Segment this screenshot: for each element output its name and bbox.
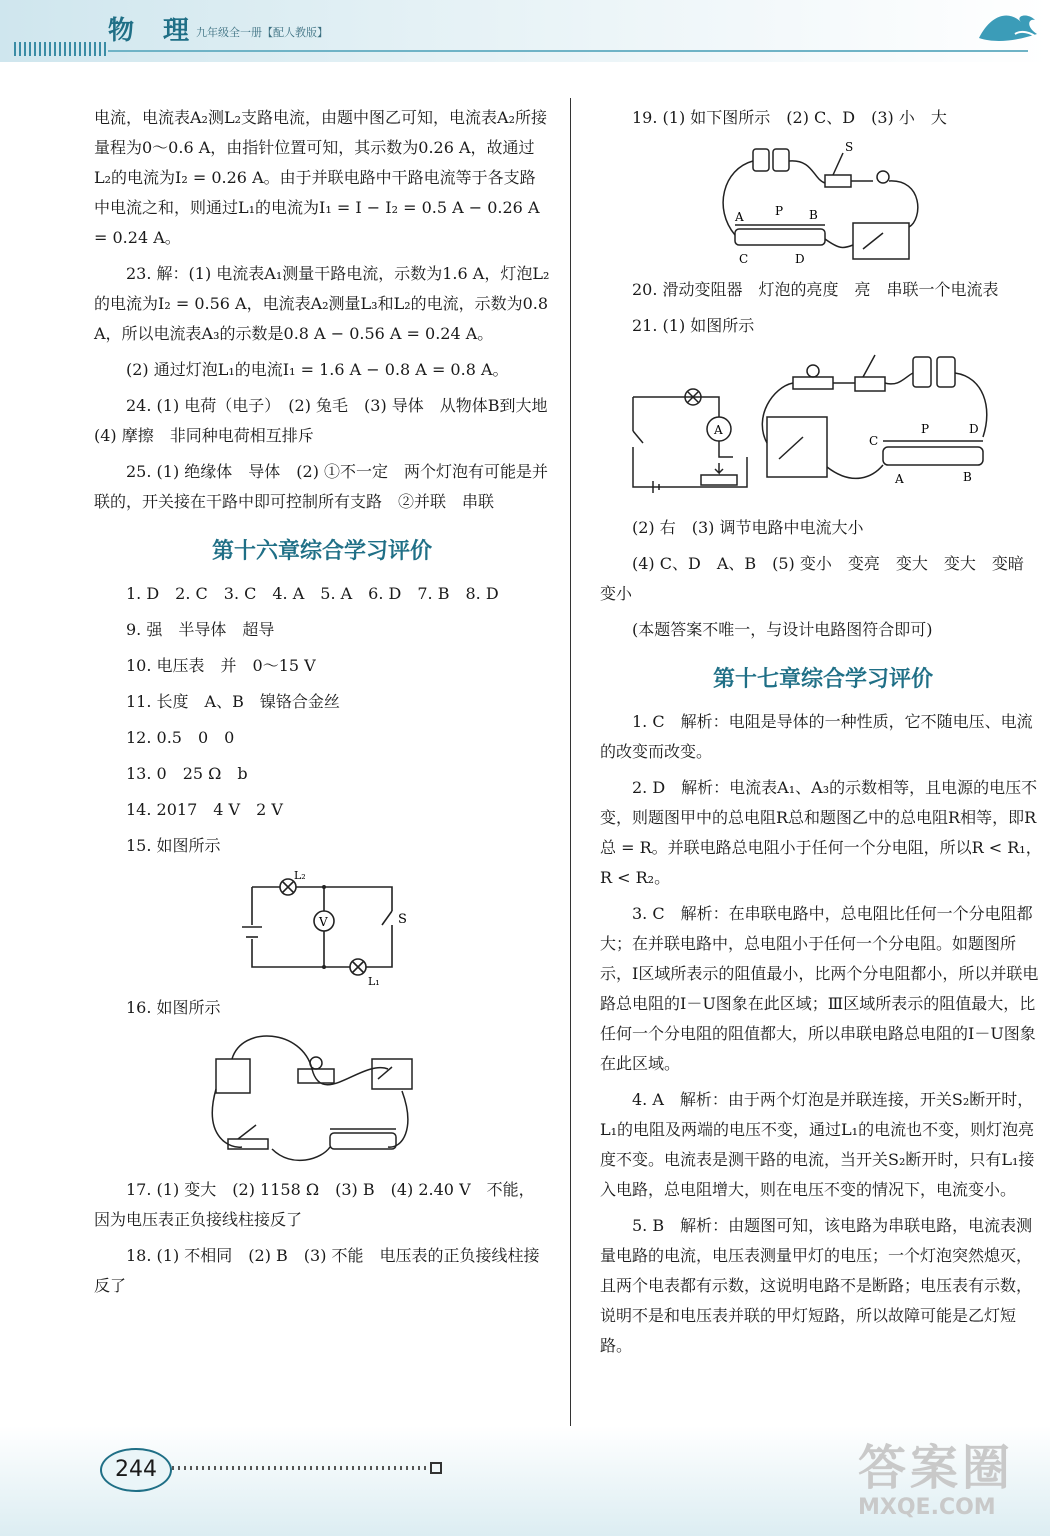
answer-25: 25. (1) 绝缘体 导体 (2) ①不一定 两个灯泡有可能是并联的，开关接在干路中即可控制所有支路 ②并联 串联 — [94, 462, 549, 511]
fig21-a-label: A — [895, 472, 904, 486]
fig21-b-label: B — [963, 470, 972, 484]
answer-21-note: (本题答案不唯一，与设计电路图符合即可) — [632, 620, 933, 639]
fig19-c-label: C — [739, 252, 749, 266]
chapter16-heading: 第十六章综合学习评价 — [211, 539, 432, 564]
fig19-a-label: A — [735, 210, 744, 224]
analysis-3: 3. C 解析：在串联电路中，总电阻比任何一个分电阻都大；在并联电路中，总电阻小于任何一个分电阻。如题图所示，Ⅰ区域所表示的阻值最小，比两个分电阻都小，所以并联电路总电阻的I－U图象在此区域；Ⅲ区域所表示的阻值最大，比任何一个分电阻的阻值都大，所以串联电路总电阻的I－U图象在此区域。 — [600, 904, 1039, 1073]
fig19-d-label: D — [795, 252, 805, 266]
answer-21-part4: (4) C、D A、B (5) 变小 变亮 变大 变大 变暗 变小 — [600, 554, 1040, 603]
circuit-diagram-15 — [232, 867, 412, 987]
answer-22-continued: 电流，电流表A₂测L₂支路电流，由题中图乙可知，电流表A₂所接量程为0～0.6 A，由指针位置可知，其示数为0.26 A，故通过L₂的电流为I₂ = 0.26 A。由于并联电路中干路电流等于各支路中电流之和，则通过L₁的电流为I₁ = I − I₂ = 0.5 A − 0.26 A = 0.24 A。 — [94, 108, 547, 247]
fig15-l2-label: L₂ — [294, 869, 306, 882]
answer-23-part2: (2) 通过灯泡L₁的电流I₁ = 1.6 A − 0.8 A = 0.8 A。 — [126, 360, 509, 379]
answer-18: 18. (1) 不相同 (2) B (3) 不能 电压表的正负接线柱接反了 — [94, 1246, 540, 1295]
watermark-url: MXQE.COM — [858, 1495, 996, 1520]
analysis-1: 1. C 解析：电阻是导体的一种性质，它不随电压、电流的改变而改变。 — [600, 712, 1033, 761]
answer-10: 10. 电压表 并 0～15 V — [126, 656, 316, 675]
answer-17: 17. (1) 变大 (2) 1158 Ω (3) B (4) 2.40 V 不能，因为电压表正负接线柱接反了 — [94, 1180, 535, 1229]
fig19-p-label: P — [775, 204, 784, 218]
fig21-c-label: C — [869, 434, 879, 448]
answer-12: 12. 0.5 0 0 — [126, 728, 235, 747]
grade-subtitle: 九年级全一册【配人教版】 — [196, 26, 328, 39]
footer-square-icon — [430, 1462, 442, 1474]
answer-9: 9. 强 半导体 超导 — [126, 620, 275, 639]
answer-11: 11. 长度 A、B 镍铬合金丝 — [126, 692, 340, 711]
fig15-v-label: V — [319, 915, 328, 929]
header-ticks — [14, 42, 106, 56]
watermark — [858, 1440, 1038, 1530]
answer-21: 21. (1) 如图所示 — [632, 316, 755, 335]
answer-15: 15. 如图所示 — [126, 836, 221, 855]
fig19-b-label: B — [809, 208, 818, 222]
answer-21-part2: (2) 右 (3) 调节电路中电流大小 — [632, 518, 864, 537]
fig19-s-label: S — [845, 140, 854, 154]
wave-logo-icon — [975, 4, 1041, 48]
circuit-drawing-19 — [713, 139, 933, 269]
fig15-l1-label: L₁ — [368, 975, 380, 987]
fig21-ammeter-label: A — [714, 423, 723, 437]
answer-19: 19. (1) 如下图所示 (2) C、D (3) 小 大 — [632, 108, 947, 127]
chapter17-heading: 第十七章综合学习评价 — [712, 667, 933, 692]
fig21-d-label: D — [969, 422, 979, 436]
column-divider — [570, 98, 571, 1428]
fig21-p-label: P — [921, 422, 930, 436]
answer-13: 13. 0 25 Ω b — [126, 764, 248, 783]
analysis-5: 5. B 解析：由题图可知，该电路为串联电路，电流表测量电路的电流，电压表测量甲灯的电压；一个灯泡突然熄灭，且两个电表都有示数，这说明电路不是断路；电压表有示数，说明不是和电压表并联的甲灯短路，所以故障可能是乙灯短路。 — [600, 1216, 1033, 1355]
right-column — [600, 103, 1046, 1361]
footer-dotted-rule — [172, 1466, 428, 1470]
circuit-drawing-16 — [202, 1029, 442, 1169]
header-rule — [108, 50, 1028, 52]
subject-title: 物 理 — [108, 16, 200, 46]
analysis-4: 4. A 解析：由于两个灯泡是并联连接，开关S₂断开时，L₁的电阻及两端的电压不变，通过L₁的电流也不变，则灯泡亮度不变。电流表是测干路的电流，当开关S₂断开时，只有L₁接入电路，总电阻增大，则在电压不变的情况下，电流变小。 — [600, 1090, 1035, 1199]
circuit-diagrams-21 — [623, 347, 1023, 507]
answer-16: 16. 如图所示 — [126, 998, 221, 1017]
answer-14: 14. 2017 4 V 2 V — [126, 800, 283, 819]
left-column — [94, 103, 564, 1301]
fig15-s-label: S — [398, 912, 407, 927]
answer-23: 23. 解：(1) 电流表A₁测量干路电流，示数为1.6 A，灯泡L₂的电流为I₂ = 0.56 A，电流表A₂测量L₃和L₂的电流，示数为0.8 A，所以电流表A₃的示数是0.8 A − 0.56 A = 0.24 A。 — [94, 264, 550, 343]
page-number: 244 — [100, 1448, 172, 1492]
watermark-text: 答案圈 — [858, 1440, 1015, 1496]
answer-24: 24. (1) 电荷（电子） (2) 兔毛 (3) 导体 从物体B到大地 (4) 摩擦 非同种电荷相互排斥 — [94, 396, 564, 445]
answer-20: 20. 滑动变阻器 灯泡的亮度 亮 串联一个电流表 — [632, 280, 999, 299]
answers-1-8: 1. D 2. C 3. C 4. A 5. A 6. D 7. B 8. D — [126, 584, 499, 603]
analysis-2: 2. D 解析：电流表A₁、A₃的示数相等，且电源的电压不变，则题图甲中的总电阻R总和题图乙中的总电阻R相等，即R总 = R。并联电路总电阻小于任何一个分电阻，所以R < R₁，R < R₂。 — [600, 778, 1042, 887]
